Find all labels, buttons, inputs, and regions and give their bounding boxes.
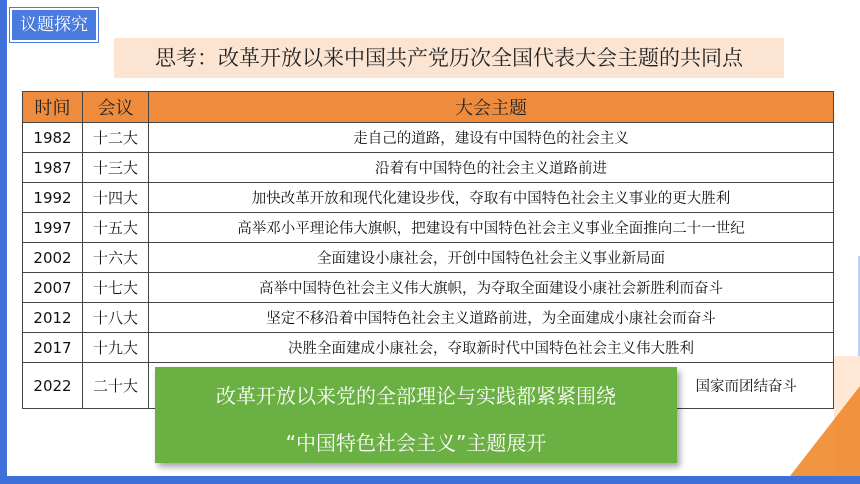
congress-cell: 十九大 xyxy=(83,333,149,363)
bottom-accent-bar xyxy=(0,476,860,484)
header-year: 时间 xyxy=(23,92,83,123)
header-congress: 会议 xyxy=(83,92,149,123)
congress-cell: 十五大 xyxy=(83,213,149,243)
table-row xyxy=(23,303,834,333)
congress-themes-table xyxy=(22,91,834,409)
theme-cell: 走自己的道路，建设有中国特色的社会主义 xyxy=(149,123,834,153)
theme-cell: 全面建设小康社会，开创中国特色社会主义事业新局面 xyxy=(149,243,834,273)
table-row xyxy=(23,183,834,213)
conclusion-line-2: “中国特色社会主义”主题展开 xyxy=(285,431,547,455)
congress-cell: 十二大 xyxy=(83,123,149,153)
year-cell: 2002 xyxy=(23,243,83,273)
theme-cell: 沿着有中国特色的社会主义道路前进 xyxy=(149,153,834,183)
table-row xyxy=(23,153,834,183)
congress-cell: 十八大 xyxy=(83,303,149,333)
theme-cell: 高举中国特色社会主义伟大旗帜，为夺取全面建设小康社会新胜利而奋斗 xyxy=(149,273,834,303)
year-cell: 2017 xyxy=(23,333,83,363)
year-cell: 2022 xyxy=(23,363,83,409)
header-theme: 大会主题 xyxy=(149,92,834,123)
theme-cell: 坚定不移沿着中国特色社会主义道路前进，为全面建成小康社会而奋斗 xyxy=(149,303,834,333)
table-row xyxy=(23,123,834,153)
conclusion-line-1: 改革开放以来党的全部理论与实践都紧紧围绕 xyxy=(216,384,616,408)
year-cell: 2012 xyxy=(23,303,83,333)
page-title: 思考：改革开放以来中国共产党历次全国代表大会主题的共同点 xyxy=(114,38,784,78)
theme-cell: 决胜全面建成小康社会，夺取新时代中国特色社会主义伟大胜利 xyxy=(149,333,834,363)
section-tag: 议题探究 xyxy=(10,8,98,42)
year-cell: 1982 xyxy=(23,123,83,153)
congress-cell: 二十大 xyxy=(83,363,149,409)
table-row xyxy=(23,243,834,273)
table-row xyxy=(23,213,834,243)
table-row xyxy=(23,273,834,303)
year-cell: 1992 xyxy=(23,183,83,213)
congress-cell: 十三大 xyxy=(83,153,149,183)
table-header-row xyxy=(23,92,834,123)
theme-cell: 高举邓小平理论伟大旗帜，把建设有中国特色社会主义事业全面推向二十一世纪 xyxy=(149,213,834,243)
year-cell: 2007 xyxy=(23,273,83,303)
table-row xyxy=(23,333,834,363)
year-cell: 1997 xyxy=(23,213,83,243)
year-cell: 1987 xyxy=(23,153,83,183)
congress-cell: 十六大 xyxy=(83,243,149,273)
left-accent-bar xyxy=(0,0,7,484)
theme-cell: 国家而团结奋斗 xyxy=(149,363,834,409)
theme-cell: 加快改革开放和现代化建设步伐，夺取有中国特色社会主义事业的更大胜利 xyxy=(149,183,834,213)
congress-cell: 十七大 xyxy=(83,273,149,303)
conclusion-callout xyxy=(155,367,677,463)
congress-cell: 十四大 xyxy=(83,183,149,213)
